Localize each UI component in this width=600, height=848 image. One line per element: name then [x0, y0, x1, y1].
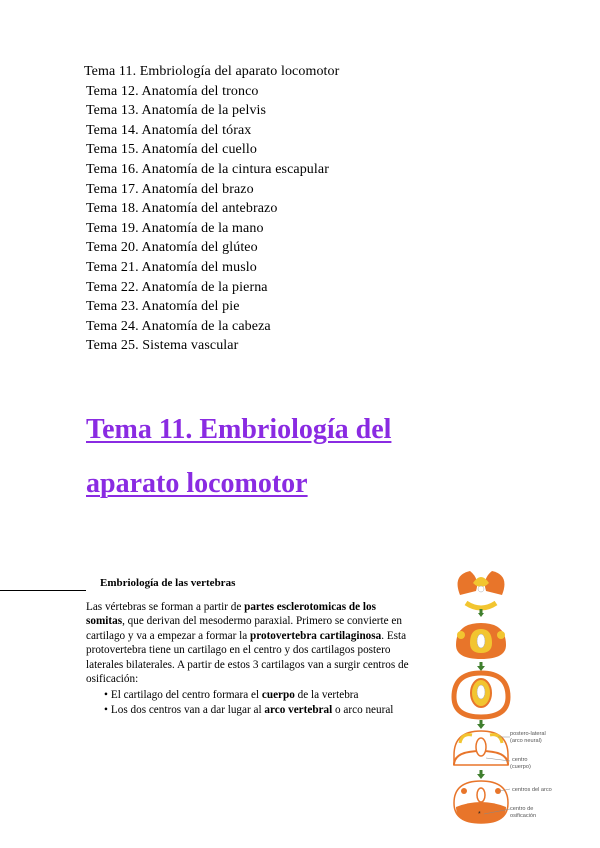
toc-item: Tema 20. Anatomía del glúteo	[86, 240, 258, 256]
label-centros-del-arco: centros del arco	[512, 787, 552, 793]
stage-4-diagram	[454, 731, 510, 765]
stage-3-diagram	[454, 673, 508, 717]
bullet-bold: arco vertebral	[264, 703, 333, 716]
section-heading-line1[interactable]: Tema 11. Embriología del	[86, 414, 392, 445]
toc-item: Tema 12. Anatomía del tronco	[86, 83, 259, 99]
label-arco-neural: (arco neural)	[510, 738, 542, 744]
body-text: . Esta protovertebra tiene un cartilago en el centro y dos cartilagos postero laterales bilaterales. A partir de estos 3 cartilagos van a surgir centros de osificación:	[86, 629, 409, 686]
toc-item: Tema 15. Anatomía del cuello	[86, 142, 257, 158]
section-heading-line2[interactable]: aparato locomotor	[86, 468, 308, 499]
bullet-list	[104, 688, 393, 717]
table-of-contents	[86, 62, 339, 356]
label-osificacion: osificación	[510, 813, 537, 819]
body-bold: partes esclerotomicas de los somitas	[86, 601, 376, 628]
bullet-text: o arco neural	[332, 703, 394, 716]
toc-item: Tema 22. Anatomía de la pierna	[86, 279, 268, 295]
svg-text:*: *	[478, 811, 481, 818]
toc-item: Tema 14. Anatomía del tórax	[86, 122, 252, 138]
label-postero-lateral: postero-lateral	[510, 731, 546, 737]
toc-item: Tema 11. Embriología del aparato locomotor	[84, 64, 340, 79]
stage-2-diagram	[456, 623, 506, 659]
toc-item: Tema 21. Anatomía del muslo	[86, 259, 257, 275]
arrow-icon	[477, 666, 485, 671]
subsection-title: Embriología de las vertebras	[100, 577, 236, 589]
bullet-text: de la vertebra	[294, 689, 359, 701]
toc-item: Tema 17. Anatomía del brazo	[86, 181, 254, 197]
label-centro-de: centro de	[510, 806, 534, 812]
toc-item: Tema 23. Anatomía del pie	[86, 299, 240, 315]
list-item	[104, 688, 393, 703]
bullet-text: Los dos centros van a dar lugar al	[110, 703, 265, 716]
bullet-text: El cartilago del centro formara el	[110, 689, 262, 701]
arrow-icon	[477, 724, 485, 729]
toc-item: Tema 16. Anatomía de la cintura escapular	[86, 161, 329, 177]
vertebra-development-figure	[440, 565, 595, 830]
stage-1-diagram	[458, 571, 505, 608]
toc-item: Tema 18. Anatomía del antebrazo	[86, 201, 278, 217]
label-centro: centro	[512, 757, 528, 763]
list-item	[104, 703, 393, 718]
toc-item: Tema 24. Anatomía de la cabeza	[86, 318, 271, 334]
arrow-icon	[477, 774, 485, 779]
body-text: , que derivan del mesodermo paraxial. Primero se convierte en cartilago y va a empezar a formar la	[86, 615, 402, 642]
body-text: Las vértebras se forman a partir de	[86, 601, 245, 613]
toc-item: Tema 13. Anatomía de la pelvis	[86, 103, 267, 119]
toc-item: Tema 25. Sistema vascular	[86, 338, 239, 354]
label-cuerpo: (cuerpo)	[510, 764, 531, 770]
body-paragraph	[86, 600, 416, 686]
stage-5-diagram	[454, 781, 510, 823]
body-bold: protovertebra cartilaginosa	[250, 629, 382, 642]
bullet-bold: cuerpo	[261, 689, 295, 701]
subtitle-rule	[0, 590, 86, 591]
toc-item: Tema 19. Anatomía de la mano	[86, 220, 264, 236]
